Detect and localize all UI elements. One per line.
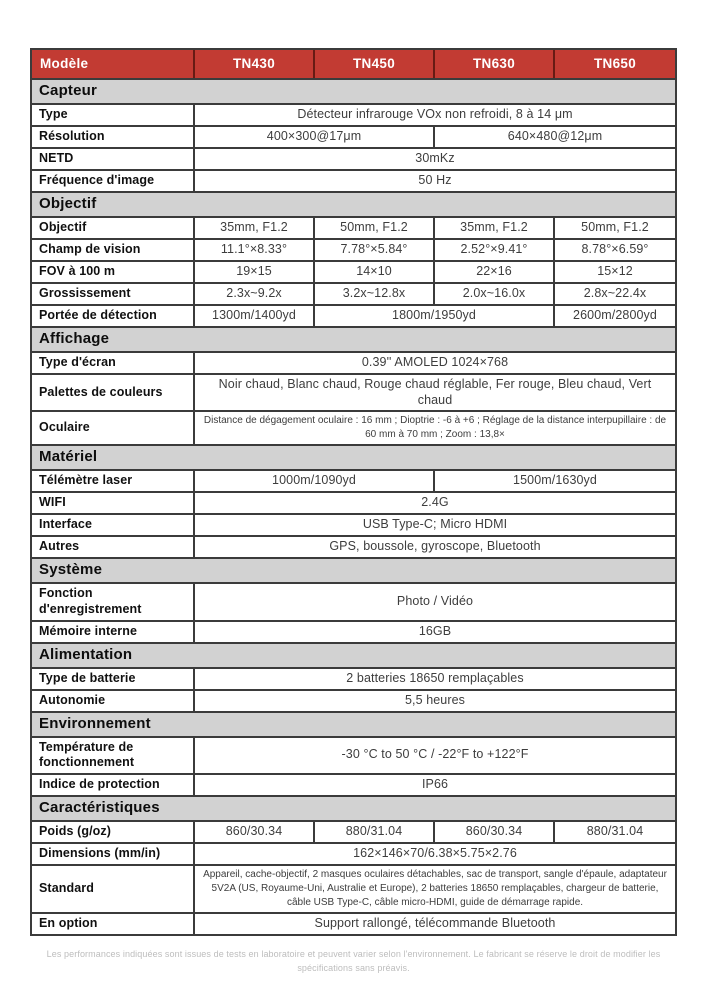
section-title: Matériel	[39, 448, 98, 466]
spec-value: 22×16	[435, 262, 555, 282]
spec-value: 2.3x~9.2x	[195, 284, 315, 304]
row-label: NETD	[32, 149, 195, 169]
row-label: Poids (g/oz)	[32, 822, 195, 842]
model-name-tn650: TN650	[593, 55, 637, 71]
spec-value: Support rallongé, télécommande Bluetooth	[314, 915, 556, 930]
spec-value: 880/31.04	[586, 823, 644, 838]
row-label: Mémoire interne	[32, 622, 195, 642]
footer-disclaimer: Les performances indiquées sont issues de tests en laboratoire et peuvent varier selon l'environnement. Le fabricant se réserve le droit de modifier les spécifications sans préavis.	[46, 949, 661, 973]
spec-value: Photo / Vidéo	[396, 594, 474, 609]
model-name-tn430: TN430	[195, 50, 315, 78]
row-label: Fréquence d'image	[32, 171, 195, 191]
spec-row-wifi	[32, 493, 675, 515]
spec-value: 0.39'' AMOLED 1024×768	[361, 355, 509, 370]
spec-value: 2.4G	[421, 495, 449, 510]
spec-value: 5,5 heures	[404, 692, 466, 707]
row-label: Télémètre laser	[32, 471, 195, 491]
section-title: Alimentation	[39, 645, 133, 663]
spec-value: 1000m/1090yd	[195, 471, 435, 491]
spec-value: IP66	[421, 776, 449, 791]
spec-row-fov-a-100-m	[32, 262, 675, 284]
row-label: Dimensions (mm/in)	[32, 844, 195, 864]
spec-value: 14×10	[315, 262, 435, 282]
section-header-environnement	[32, 713, 675, 738]
spec-value: 35mm, F1.2	[195, 218, 315, 238]
spec-value: GPS, boussole, gyroscope, Bluetooth	[329, 539, 541, 554]
section-title: Objectif	[39, 195, 97, 213]
spec-value: 1800m/1950yd	[315, 306, 555, 326]
spec-row-grossissement	[32, 284, 675, 306]
row-label: Palettes de couleurs	[32, 375, 195, 410]
spec-value: 2600m/2800yd	[573, 308, 657, 323]
row-label: Type de batterie	[32, 669, 195, 689]
spec-row-interface	[32, 515, 675, 537]
spec-row-temperature-de-fonctionnement	[32, 738, 675, 775]
section-header-objectif	[32, 193, 675, 218]
spec-row-autres	[32, 537, 675, 559]
spec-value: 50 Hz	[418, 173, 452, 188]
spec-value: -30 °C to 50 °C / -22°F to +122°F	[341, 747, 529, 762]
spec-row-poids-g-oz	[32, 822, 675, 844]
spec-value: Distance de dégagement oculaire : 16 mm ; Dioptrie : -6 à +6 ; Réglage de la distance interpupillaire : de 60 mm à 70 mm ; Zoom : 13,8×	[203, 415, 667, 441]
section-header-materiel	[32, 446, 675, 471]
section-title: Capteur	[39, 82, 98, 100]
spec-row-en-option	[32, 914, 675, 934]
spec-value: 2.0x~16.0x	[435, 284, 555, 304]
spec-value: 7.78°×5.84°	[315, 240, 435, 260]
spec-row-type-d-ecran	[32, 353, 675, 375]
row-label: Température de fonctionnement	[32, 738, 195, 773]
spec-value: 2 batteries 18650 remplaçables	[346, 670, 524, 685]
section-title: Environnement	[39, 714, 151, 732]
row-label: En option	[32, 914, 195, 934]
spec-value: 1300m/1400yd	[195, 306, 315, 326]
spec-value: 1500m/1630yd	[513, 473, 597, 488]
row-label: WIFI	[32, 493, 195, 513]
spec-value: 15×12	[597, 264, 633, 279]
spec-row-type-de-batterie	[32, 669, 675, 691]
row-label: Type	[32, 105, 195, 125]
row-label: Indice de protection	[32, 775, 195, 795]
spec-value: Noir chaud, Blanc chaud, Rouge chaud réglable, Fer rouge, Bleu chaud, Vert chaud	[218, 377, 652, 407]
section-header-affichage	[32, 328, 675, 353]
spec-value: Appareil, cache-objectif, 2 masques oculaires détachables, sac de transport, sangle d'épaule, adaptateur 5V2A (US, Royaume-Uni, Australie et Europe), 2 batteries 18650 remplaçables, chargeur de batterie, câble USB Type-C, câble micro-HDMI, guide de démarrage rapide.	[203, 868, 667, 908]
spec-value: 16GB	[418, 623, 452, 638]
spec-value: 50mm, F1.2	[581, 220, 649, 235]
spec-value: 860/30.34	[435, 822, 555, 842]
spec-value: 30mKz	[415, 151, 455, 166]
spec-row-objectif	[32, 218, 675, 240]
spec-value: 2.52°×9.41°	[435, 240, 555, 260]
spec-value: 3.2x~12.8x	[315, 284, 435, 304]
row-label: Grossissement	[32, 284, 195, 304]
spec-row-telemetre-laser	[32, 471, 675, 493]
row-label: Objectif	[32, 218, 195, 238]
section-header-caracteristiques	[32, 797, 675, 822]
row-label: Oculaire	[32, 412, 195, 444]
section-header-alimentation	[32, 644, 675, 669]
spec-value: 8.78°×6.59°	[581, 242, 649, 257]
spec-row-resolution	[32, 127, 675, 149]
spec-row-portee-de-detection	[32, 306, 675, 328]
spec-row-champ-de-vision	[32, 240, 675, 262]
model-name-tn630: TN630	[435, 50, 555, 78]
row-label: FOV à 100 m	[32, 262, 195, 282]
spec-table	[30, 48, 677, 936]
spec-value: 400×300@17μm	[195, 127, 435, 147]
row-label: Type d'écran	[32, 353, 195, 373]
spec-row-indice-de-protection	[32, 775, 675, 797]
spec-value: 35mm, F1.2	[435, 218, 555, 238]
section-title: Système	[39, 561, 103, 579]
spec-row-oculaire	[32, 412, 675, 446]
spec-row-frequence-d-image	[32, 171, 675, 193]
row-label: Autonomie	[32, 691, 195, 711]
spec-row-autonomie	[32, 691, 675, 713]
spec-value: USB Type-C; Micro HDMI	[362, 517, 508, 532]
section-header-capteur	[32, 80, 675, 105]
model-name-tn450: TN450	[315, 50, 435, 78]
section-title: Caractéristiques	[39, 798, 160, 816]
spec-value: 880/31.04	[315, 822, 435, 842]
spec-row-memoire-interne	[32, 622, 675, 644]
spec-value: 640×480@12μm	[507, 129, 603, 144]
row-label: Standard	[32, 866, 195, 912]
model-header-row	[32, 50, 675, 80]
spec-value: 860/30.34	[195, 822, 315, 842]
row-label: Autres	[32, 537, 195, 557]
spec-value: Détecteur infrarouge VOx non refroidi, 8 à 14 μm	[297, 107, 573, 122]
row-label: Interface	[32, 515, 195, 535]
spec-row-type	[32, 105, 675, 127]
model-column-label: Modèle	[32, 50, 195, 78]
spec-value: 19×15	[195, 262, 315, 282]
row-label: Résolution	[32, 127, 195, 147]
row-label: Fonction d'enregistrement	[32, 584, 195, 619]
row-label: Portée de détection	[32, 306, 195, 326]
row-label: Champ de vision	[32, 240, 195, 260]
spec-row-palettes-de-couleurs	[32, 375, 675, 412]
spec-value: 50mm, F1.2	[315, 218, 435, 238]
spec-row-fonction-d-enregistrement	[32, 584, 675, 621]
spec-value: 2.8x~22.4x	[583, 286, 647, 301]
section-title: Affichage	[39, 330, 110, 348]
spec-row-standard	[32, 866, 675, 914]
spec-row-dimensions-mm-in	[32, 844, 675, 866]
spec-value: 162×146×70/6.38×5.75×2.76	[353, 845, 517, 860]
spec-row-netd	[32, 149, 675, 171]
section-header-systeme	[32, 559, 675, 584]
spec-value: 11.1°×8.33°	[195, 240, 315, 260]
